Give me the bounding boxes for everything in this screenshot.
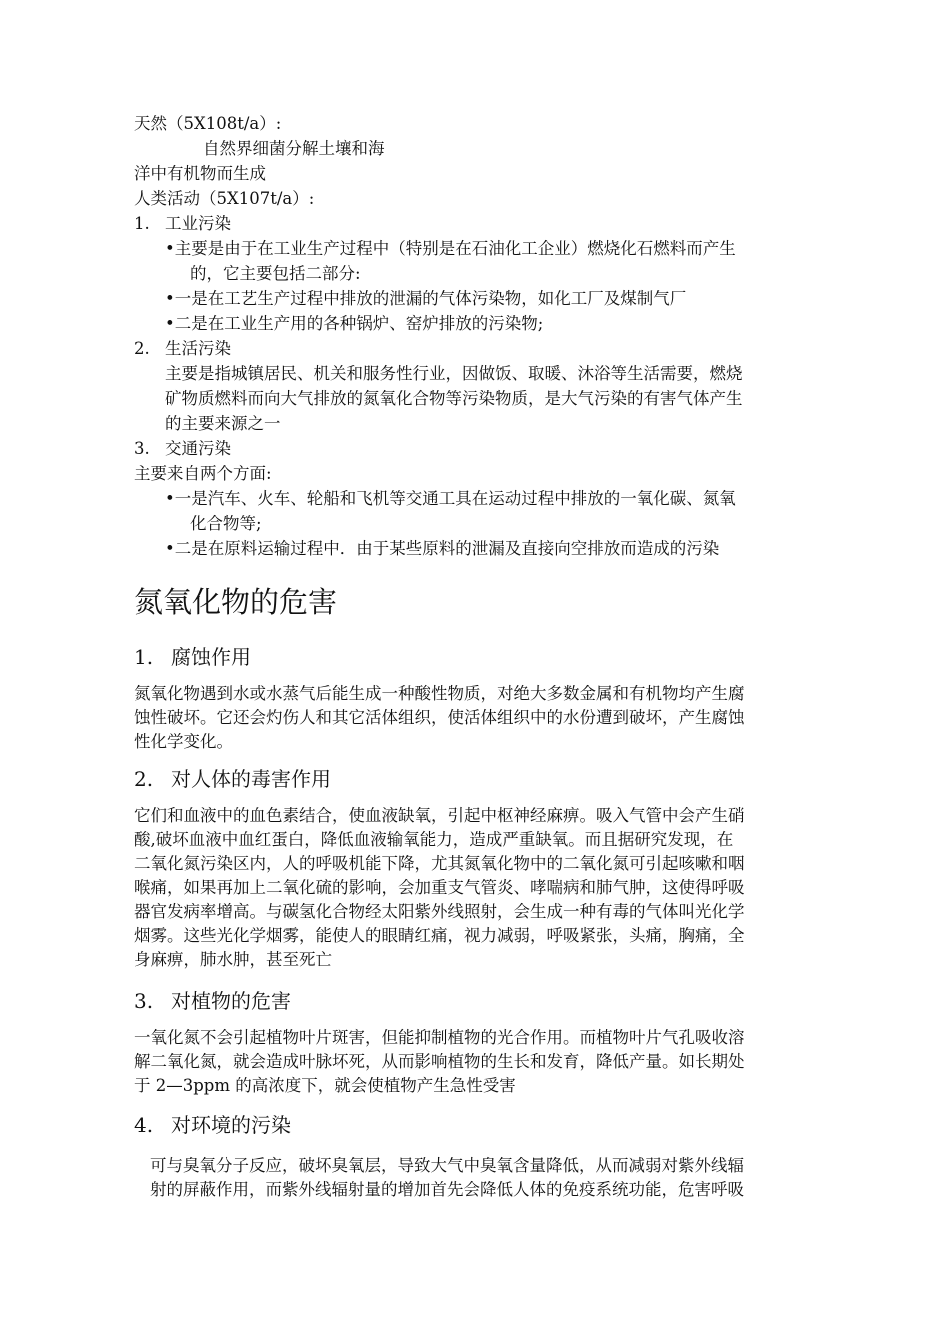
hazard-1-heading	[134, 643, 251, 671]
hazard-4-line: 可与臭氧分子反应，破坏臭氧层，导致大气中臭氧含量降低，从而减弱对紫外线辐	[150, 1156, 744, 1175]
human-source-label: 人类活动（5X107t/a）:	[134, 189, 315, 208]
hazard-4-heading	[134, 1111, 291, 1139]
source-3-intro: 主要来自两个方面:	[134, 464, 272, 483]
natural-source-desc-cont: 洋中有机物而生成	[134, 164, 266, 183]
hazard-1-number: 1.	[134, 645, 154, 669]
source-1-bullet-3: •二是在工业生产用的各种锅炉、窑炉排放的污染物;	[165, 314, 544, 333]
source-3-bullet-1-cont: 化合物等;	[190, 514, 262, 533]
hazard-1-line: 性化学变化。	[134, 732, 233, 751]
hazard-4-text	[150, 1154, 850, 1202]
source-2-text-line-1: 主要是指城镇居民、机关和服务性行业，因做饭、取暖、沐浴等生活需要，燃烧	[165, 364, 743, 383]
source-1-title: 工业污染	[165, 214, 231, 233]
hazard-1-text	[134, 682, 846, 754]
source-3-number: 3.	[134, 439, 150, 458]
source-2-text-line-3: 的主要来源之一	[165, 414, 281, 433]
hazard-3-title: 对植物的危害	[171, 989, 291, 1013]
hazard-3-text	[134, 1026, 846, 1098]
hazard-2-line: 二氧化氮污染区内，人的呼吸机能下降，尤其氮氧化物中的二氧化氮可引起咳嗽和咽	[134, 854, 745, 873]
source-2-title: 生活污染	[165, 339, 231, 358]
source-1-bullet-1-cont: 的，它主要包括二部分:	[190, 264, 361, 283]
hazard-1-line: 蚀性破坏。它还会灼伤人和其它活体组织，使活体组织中的水份遭到破坏，产生腐蚀	[134, 708, 745, 727]
source-3-bullet-1: •一是汽车、火车、轮船和飞机等交通工具在运动过程中排放的一氧化碳、氮氧	[165, 489, 736, 508]
hazard-1-line: 氮氧化物遇到水或水蒸气后能生成一种酸性物质，对绝大多数金属和有机物均产生腐	[134, 684, 745, 703]
hazard-3-line: 于 2—3ppm 的高浓度下，就会使植物产生急性受害	[134, 1076, 516, 1095]
source-1-number: 1.	[134, 214, 150, 233]
hazard-2-line: 烟雾。这些光化学烟雾，能使人的眼睛红痛，视力减弱，呼吸紧张，头痛，胸痛，全	[134, 926, 745, 945]
hazard-2-text	[134, 804, 846, 972]
source-3-title: 交通污染	[165, 439, 231, 458]
hazard-2-line: 喉痛，如果再加上二氧化硫的影响，会加重支气管炎、哮喘病和肺气肿，这使得呼吸	[134, 878, 745, 897]
hazard-1-title: 腐蚀作用	[171, 645, 251, 669]
hazard-3-line: 解二氧化氮，就会造成叶脉坏死，从而影响植物的生长和发育，降低产量。如长期处	[134, 1052, 745, 1071]
hazard-2-heading	[134, 765, 331, 793]
source-2-heading	[134, 337, 231, 361]
hazard-4-title: 对环境的污染	[171, 1113, 291, 1137]
hazard-2-line: 器官发病率增高。与碳氢化合物经太阳紫外线照射，会生成一种有毒的气体叫光化学	[134, 902, 745, 921]
source-1-bullet-1: •主要是由于在工业生产过程中（特别是在石油化工企业）燃烧化石燃料而产生	[165, 239, 736, 258]
source-1-bullet-2: •一是在工艺生产过程中排放的泄漏的气体污染物，如化工厂及煤制气厂	[165, 289, 687, 308]
hazard-2-title: 对人体的毒害作用	[171, 767, 331, 791]
source-3-bullet-2: •二是在原料运输过程中．由于某些原料的泄漏及直接向空排放而造成的污染	[165, 539, 720, 558]
hazard-3-number: 3.	[134, 989, 154, 1013]
source-2-text-line-2: 矿物质燃料而向大气排放的氮氧化合物等污染物质，是大气污染的有害气体产生	[165, 389, 743, 408]
hazard-2-line: 它们和血液中的血色素结合，使血液缺氧，引起中枢神经麻痹。吸入气管中会产生硝	[134, 806, 745, 825]
natural-source-desc: 自然界细菌分解土壤和海	[203, 139, 385, 158]
natural-source-label: 天然（5X108t/a）:	[134, 114, 282, 133]
hazard-2-line: 酸,破坏血液中血红蛋白，降低血液输氧能力，造成严重缺氧。而且据研究发现，在	[134, 830, 734, 849]
hazard-4-number: 4.	[134, 1113, 154, 1137]
hazard-2-number: 2.	[134, 767, 154, 791]
source-3-heading	[134, 437, 231, 461]
source-2-number: 2.	[134, 339, 150, 358]
hazard-2-line: 身麻痹，肺水肿，甚至死亡	[134, 950, 332, 969]
hazard-4-line: 射的屏蔽作用，而紫外线辐射量的增加首先会降低人体的免疫系统功能，危害呼吸	[150, 1180, 744, 1199]
hazards-heading: 氮氧化物的危害	[134, 585, 338, 619]
hazard-3-line: 一氧化氮不会引起植物叶片斑害，但能抑制植物的光合作用。而植物叶片气孔吸收溶	[134, 1028, 745, 1047]
source-1-heading	[134, 212, 231, 236]
hazard-3-heading	[134, 987, 291, 1015]
